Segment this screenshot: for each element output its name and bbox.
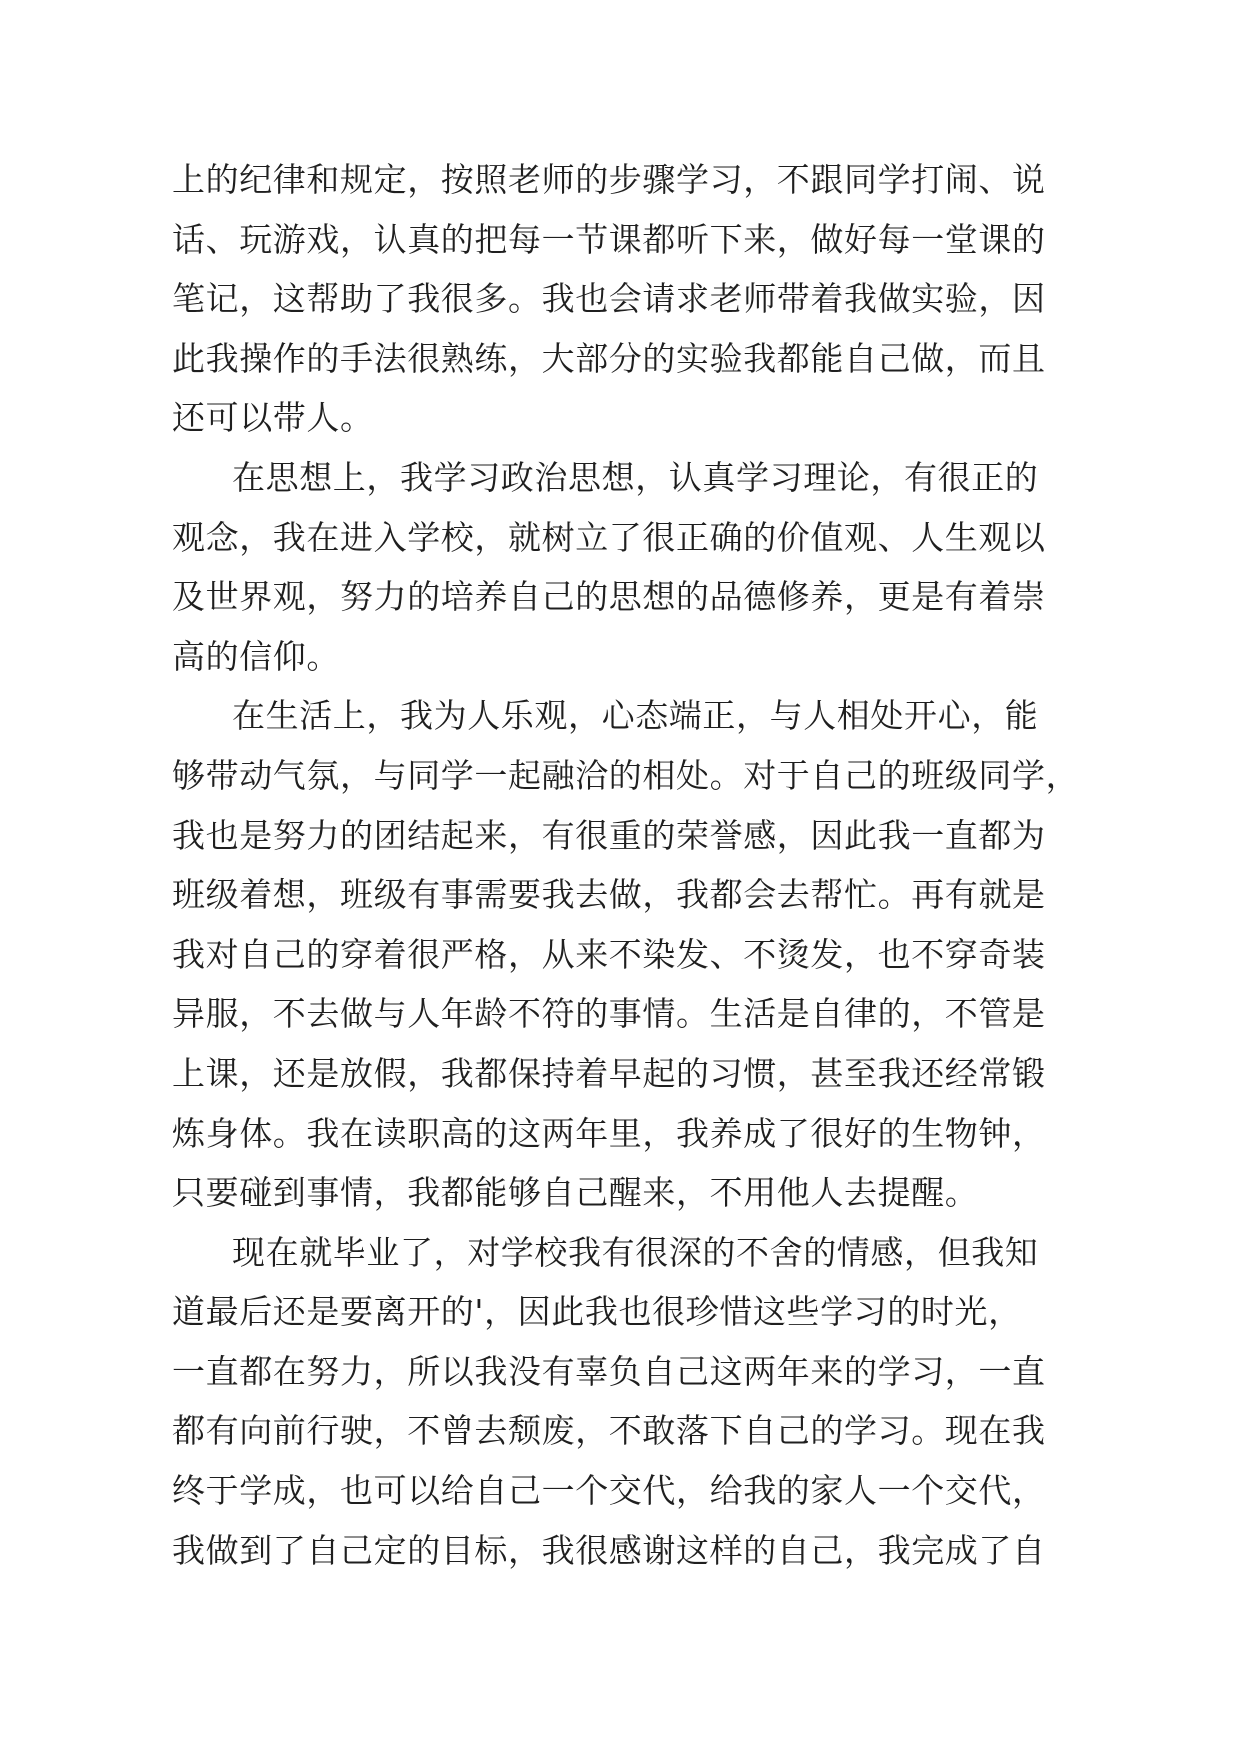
line-text: 此我操作的手法很熟练，大部分的实验我都能自己做，而且 <box>172 338 1046 378</box>
text-line <box>0 388 1241 448</box>
paragraph-first-line: 在生活上，我为人乐观，心态端正，与人相处开心，能 <box>232 696 1039 736</box>
line-text: 班级着想，班级有事需要我去做，我都会去帮忙。再有就是 <box>172 875 1046 915</box>
line-text: 都有向前行驶，不曾去颓废，不敢落下自己的学习。现在我 <box>172 1411 1046 1451</box>
text-line <box>0 1401 1241 1461</box>
document-body <box>0 150 1241 1580</box>
text-line <box>0 1342 1241 1402</box>
text-line <box>0 150 1241 210</box>
text-line <box>0 1044 1241 1104</box>
line-text: 及世界观，努力的培养自己的思想的品德修养，更是有着崇 <box>172 577 1046 617</box>
line-text: 道最后还是要离开的'，因此我也很珍惜这些学习的时光， <box>172 1292 1022 1332</box>
line-text: 观念，我在进入学校，就树立了很正确的价值观、人生观以 <box>172 517 1046 557</box>
line-text: 我对自己的穿着很严格，从来不染发、不烫发，也不穿奇装 <box>172 934 1046 974</box>
paragraph-first-line: 在思想上，我学习政治思想，认真学习理论，有很正的 <box>232 457 1039 497</box>
text-line <box>0 806 1241 866</box>
text-line <box>0 210 1241 270</box>
text-line <box>0 1282 1241 1342</box>
text-line <box>0 746 1241 806</box>
line-text: 还可以带人。 <box>172 398 374 438</box>
text-line <box>0 508 1241 568</box>
line-text: 炼身体。我在读职高的这两年里，我养成了很好的生物钟， <box>172 1113 1046 1153</box>
line-text: 上的纪律和规定，按照老师的步骤学习，不跟同学打闹、说 <box>172 160 1046 199</box>
line-text: 上课，还是放假，我都保持着早起的习惯，甚至我还经常锻 <box>172 1053 1046 1093</box>
text-line <box>0 1461 1241 1521</box>
text-line <box>0 269 1241 329</box>
text-line <box>0 686 1241 746</box>
line-text: 话、玩游戏，认真的把每一节课都听下来，做好每一堂课的 <box>172 219 1046 259</box>
text-line <box>0 448 1241 508</box>
text-line <box>0 1104 1241 1164</box>
text-line <box>0 329 1241 389</box>
text-line <box>0 925 1241 985</box>
paragraph-first-line: 现在就毕业了，对学校我有很深的不舍的情感，但我知 <box>232 1232 1039 1272</box>
line-text: 异服，不去做与人年龄不符的事情。生活是自律的，不管是 <box>172 994 1046 1034</box>
text-line <box>0 984 1241 1044</box>
line-text: 终于学成，也可以给自己一个交代，给我的家人一个交代， <box>172 1471 1046 1511</box>
line-text: 高的信仰。 <box>172 636 340 676</box>
line-text: 够带动气氛，与同学一起融洽的相处。对于自己的班级同学， <box>172 755 1080 795</box>
text-line <box>0 567 1241 627</box>
line-text: 只要碰到事情，我都能够自己醒来，不用他人去提醒。 <box>172 1173 979 1213</box>
line-text: 我做到了自己定的目标，我很感谢这样的自己，我完成了自 <box>172 1530 1046 1570</box>
line-text: 我也是努力的团结起来，有很重的荣誉感，因此我一直都为 <box>172 815 1046 855</box>
text-line <box>0 1223 1241 1283</box>
text-line <box>0 627 1241 687</box>
line-text: 一直都在努力，所以我没有辜负自己这两年来的学习，一直 <box>172 1351 1046 1391</box>
text-line <box>0 865 1241 925</box>
text-line <box>0 1521 1241 1581</box>
line-text: 笔记，这帮助了我很多。我也会请求老师带着我做实验，因 <box>172 279 1046 319</box>
text-line <box>0 1163 1241 1223</box>
